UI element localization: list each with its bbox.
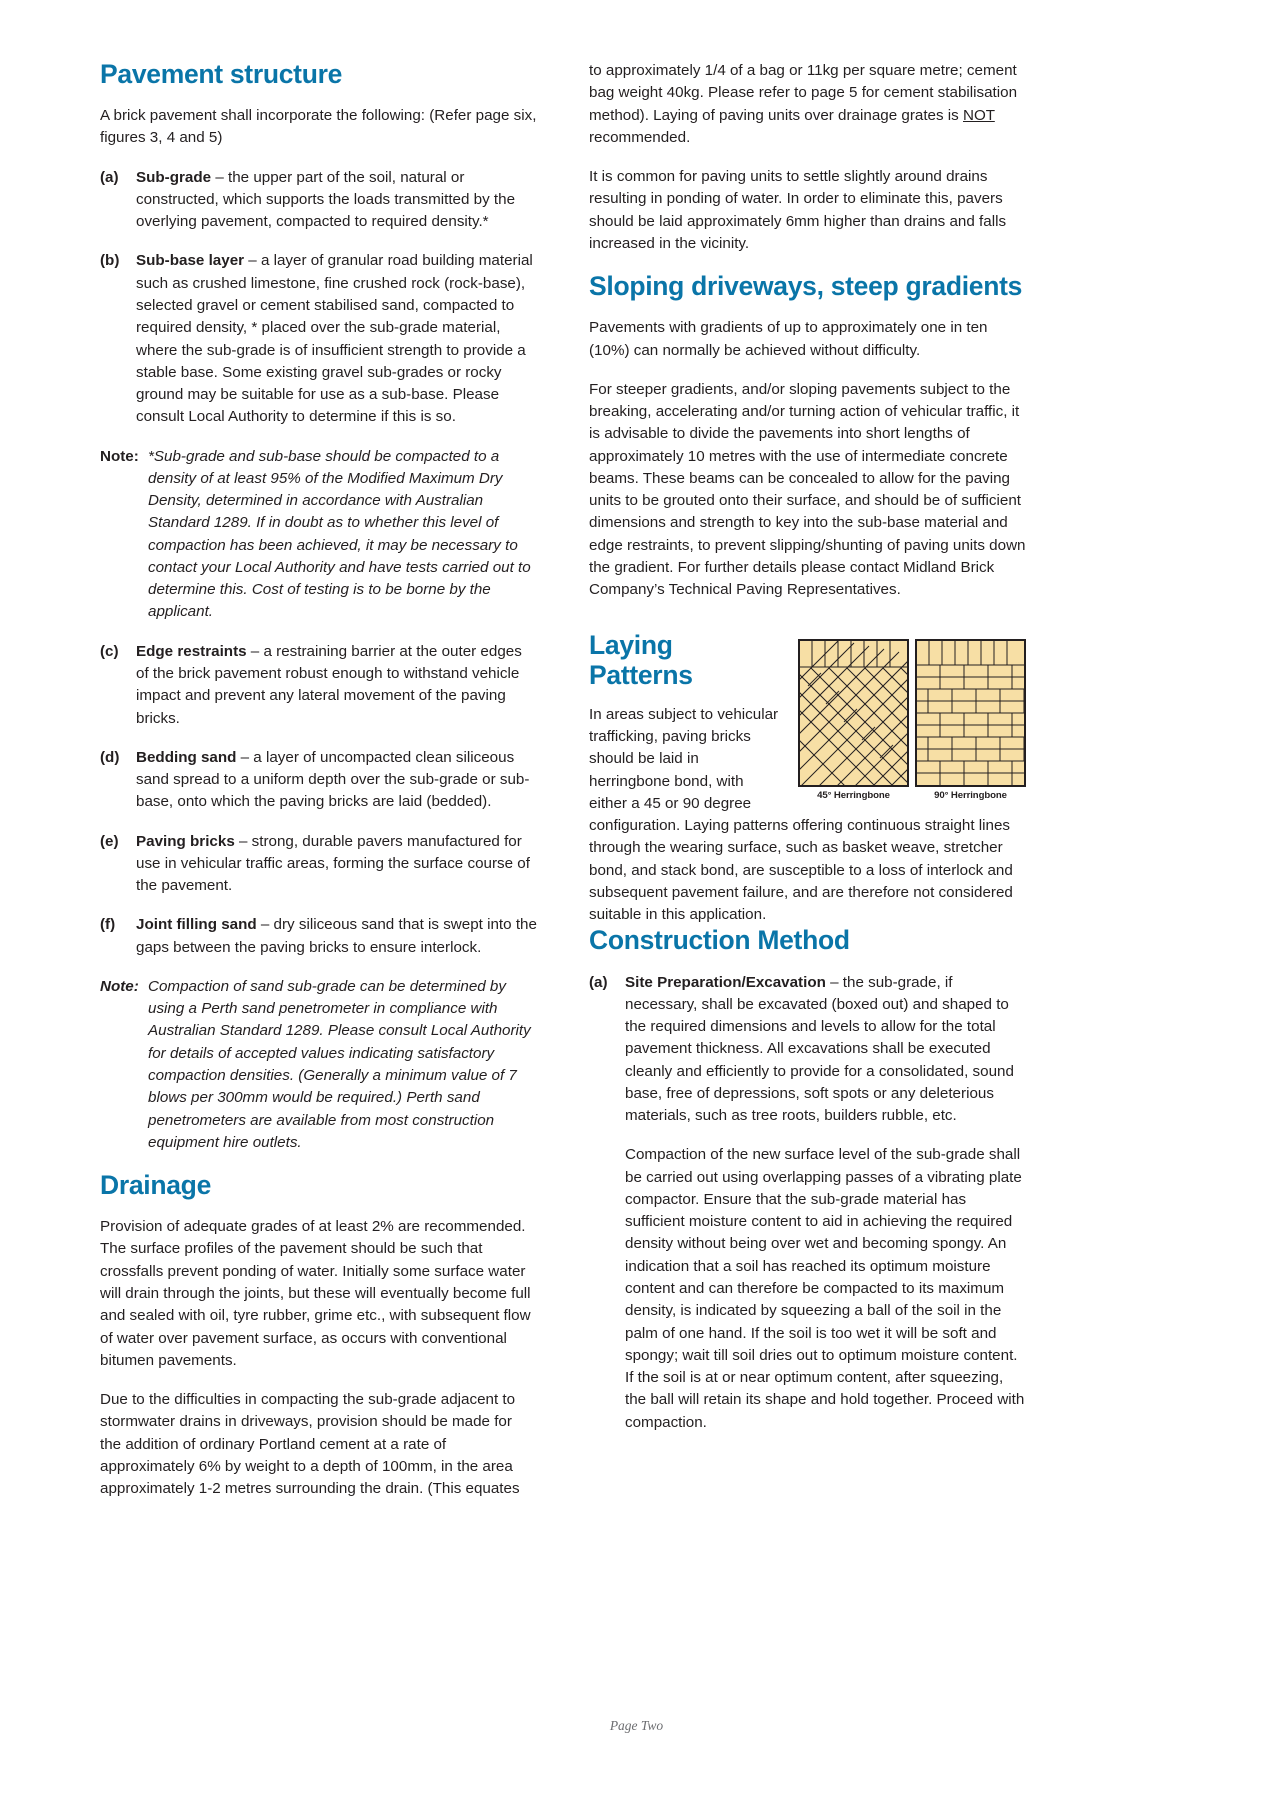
list-marker: (a) — [589, 973, 608, 991]
list-item-body: – strong, durable pavers manufactured for use in vehicular traffic areas, forming the surface course of the pavement. — [136, 832, 530, 895]
figure-45-herringbone — [798, 639, 909, 801]
herringbone-45-icon — [798, 639, 909, 787]
two-column-layout — [100, 60, 1173, 1500]
drainage-paragraph: Provision of adequate grades of at least 2% are recommended. The surface profiles of the pavement should be such that crossfalls prevent ponding of water. Initially some surface water will drain through the joints, but these will eventually become full and sealed with oil, tyre rubber, grime etc., with subsequent flow of water over pavement surface, as occurs with conventional bitumen pavements. — [100, 1218, 531, 1369]
intro-paragraph: A brick pavement shall incorporate the following: (Refer page six, figures 3, 4 and 5) — [100, 107, 537, 147]
list-item-term: Site Preparation/Excavation — [625, 973, 826, 991]
herringbone-90-icon — [915, 639, 1026, 787]
note-text: *Sub-grade and sub-base should be compacted to a density of at least 95% of the Modified Maximum Dry Density, determined in accordance with Australian Standard 1289. If in doubt as to whether this level of compaction has been achieved, it may be necessary to contact your Local Authority and have tests carried out to determine this. Cost of testing is to be borne by the applicant. — [148, 447, 531, 621]
heading-drainage: Drainage — [100, 1170, 212, 1201]
page-number-label: Page Two — [609, 1718, 664, 1733]
list-marker: (d) — [100, 748, 120, 766]
emphasis-not: NOT — [963, 106, 995, 124]
laying-patterns-section — [589, 631, 1026, 926]
list-item — [100, 914, 537, 959]
cement-rate-pre: to approximately 1/4 of a bag or 11kg per square metre; cement bag weight 40kg. Please refer to page 5 for cement stabilisation method). Laying of paving units over drainage grates is — [589, 62, 1018, 124]
sloping-paragraph: For steeper gradients, and/or sloping pavements subject to the breaking, accelerating and/or turning action of vehicular traffic, it is advisable to divide the pavements into short lengths of approximately 10 metres with the use of intermediate concrete beams. These beams can be concealed to allow for the paving units to be grouted onto their surface, and should be of sufficient dimensions and strength to key into the sub-base material and edge restraints, to prevent slipping/shunting of paving units down the gradient. For further details please contact Midland Brick Company’s Technical Paving Representatives. — [589, 380, 1026, 599]
list-marker-spacer — [589, 1144, 625, 1433]
herringbone-45-pattern-svg — [799, 640, 908, 786]
list-marker: (b) — [100, 252, 120, 270]
page-footer — [0, 1718, 1273, 1734]
figure-caption: 45° Herringbone — [817, 790, 890, 802]
note-text: Compaction of sand sub-grade can be determined by using a Perth sand penetrometer in compliance with Australian Standard 1289. Please consult Local Authority for details of accepted values indicating satisfactory compaction densities. (Generally a minimum value of 7 blows per 300mm would be required.) Perth sand penetrometers are available from most construction equipment hire outlets. — [148, 977, 531, 1151]
drainage-paragraph: Due to the difficulties in compacting the sub-grade adjacent to stormwater drains in driveways, provision should be made for the addition of ordinary Portland cement at a rate of approximately 6% by weight to a depth of 100mm, in the area approximately 1-2 metres surrounding the drain. (This equates — [100, 1391, 520, 1498]
list-item-body: – the sub-grade, if necessary, shall be excavated (boxed out) and shaped to the required dimensions and levels to allow for the total pavement thickness. All excavations shall be executed cleanly and efficiently to provide for a consolidated, sound base, free of depressions, soft spots or any deleterious materials, such as tree roots, builders rubble, etc. — [625, 973, 1014, 1125]
list-item-text — [136, 250, 537, 428]
note-block — [100, 446, 537, 624]
list-marker: (c) — [100, 642, 119, 660]
list-item-term: Bedding sand — [136, 748, 237, 766]
heading-pavement-structure: Pavement structure — [100, 59, 343, 89]
list-marker: (e) — [100, 832, 119, 850]
list-item-body: – a layer of granular road building material such as crushed limestone, fine crushed rock (rock-base), selected gravel or cement stabilised sand, compacted to required density, * placed over the sub-grade material, where the sub-grade is of insufficient strength to provide a stable base. Some existing gravel sub-grades or rocky ground may be suitable for use as a sub-base. Please consult Local Authority to determine if this is so. — [136, 252, 533, 426]
list-item-body: – a restraining barrier at the outer edges of the brick pavement robust enough to withstand vehicle impact and prevent any lateral movement of the paving bricks. — [136, 642, 522, 727]
list-item — [589, 972, 1026, 1128]
list-item-text — [136, 914, 537, 959]
note-label: Note: — [100, 977, 139, 995]
figure-caption: 90° Herringbone — [934, 790, 1007, 802]
left-column — [100, 60, 537, 1500]
cement-rate-paragraph — [589, 60, 1026, 149]
figures-row — [798, 639, 1026, 801]
list-item — [100, 250, 537, 428]
heading-sloping-driveways: Sloping driveways, steep gradients — [589, 271, 1023, 302]
list-marker: (f) — [100, 916, 116, 934]
list-item-term: Sub-grade — [136, 168, 212, 186]
figure-90-herringbone — [915, 639, 1026, 801]
note-block — [100, 976, 537, 1154]
list-item-term: Sub-base layer — [136, 252, 245, 270]
right-column — [589, 60, 1026, 1500]
list-item-text — [136, 167, 537, 234]
list-marker: (a) — [100, 168, 119, 186]
herringbone-figures — [798, 639, 1026, 801]
list-item-text — [136, 747, 537, 814]
cement-rate-post: recommended. — [589, 128, 691, 146]
note-label: Note: — [100, 447, 139, 465]
heading-laying-patterns: Laying Patterns — [589, 630, 693, 690]
laying-patterns-paragraph: In areas subject to vehicular trafficking, paving bricks should be laid in herringbone bond, with either a 45 or 90 degree configuration. Laying patterns offering continuous straight lines through the wearing surface, such as basket weave, stretcher bond, and stack bond, are susceptible to a loss of interlock and subsequent pavement failure, and are therefore not considered suitable in this application. — [589, 705, 1013, 924]
list-item-term: Joint filling sand — [136, 916, 257, 934]
list-item-body: – a layer of uncompacted clean siliceous sand spread to a uniform depth over the sub-grade or sub-base, onto which the paving bricks are laid (bedded). — [136, 748, 530, 811]
compaction-paragraph: Compaction of the new surface level of the sub-grade shall be carried out using overlapping passes of a vibrating plate compactor. Ensure that the sub-grade material has sufficient moisture content to aid in achieving the required density without being over wet and becoming spongy. An indication that a soil has reached its optimum moisture content and can therefore be compacted to its maximum density, is indicated by squeezing a ball of the soil in the palm of one hand. If the soil is too wet it will be soft and spongy; wait till soil dries out to optimum moisture content. If the soil is at or near optimum content, after squeezing, the ball will retain its shape and hold together. Proceed with compaction. — [625, 1146, 1025, 1431]
ponding-paragraph: It is common for paving units to settle slightly around drains resulting in ponding of water. In order to eliminate this, pavers should be laid approximately 6mm higher than drains and falls increased in the vicinity. — [589, 168, 1007, 252]
list-item-body: – dry siliceous sand that is swept into the gaps between the paving bricks to ensure interlock. — [136, 916, 537, 956]
list-item-text — [625, 972, 1026, 1128]
list-item-continuation — [589, 1144, 1026, 1433]
list-item-text — [136, 831, 537, 898]
herringbone-90-pattern-svg — [916, 640, 1025, 786]
list-item-term: Paving bricks — [136, 832, 235, 850]
list-item — [100, 747, 537, 814]
list-item — [100, 831, 537, 898]
list-item-body: – the upper part of the soil, natural or constructed, which supports the loads transmitted by the overlying pavement, compacted to required density.* — [136, 168, 516, 231]
list-item — [100, 167, 537, 234]
list-item-term: Edge restraints — [136, 642, 247, 660]
sloping-paragraph: Pavements with gradients of up to approximately one in ten (10%) can normally be achieved without difficulty. — [589, 319, 988, 359]
heading-construction-method: Construction Method — [589, 925, 850, 956]
list-item-text — [136, 641, 537, 730]
list-item — [100, 641, 537, 730]
